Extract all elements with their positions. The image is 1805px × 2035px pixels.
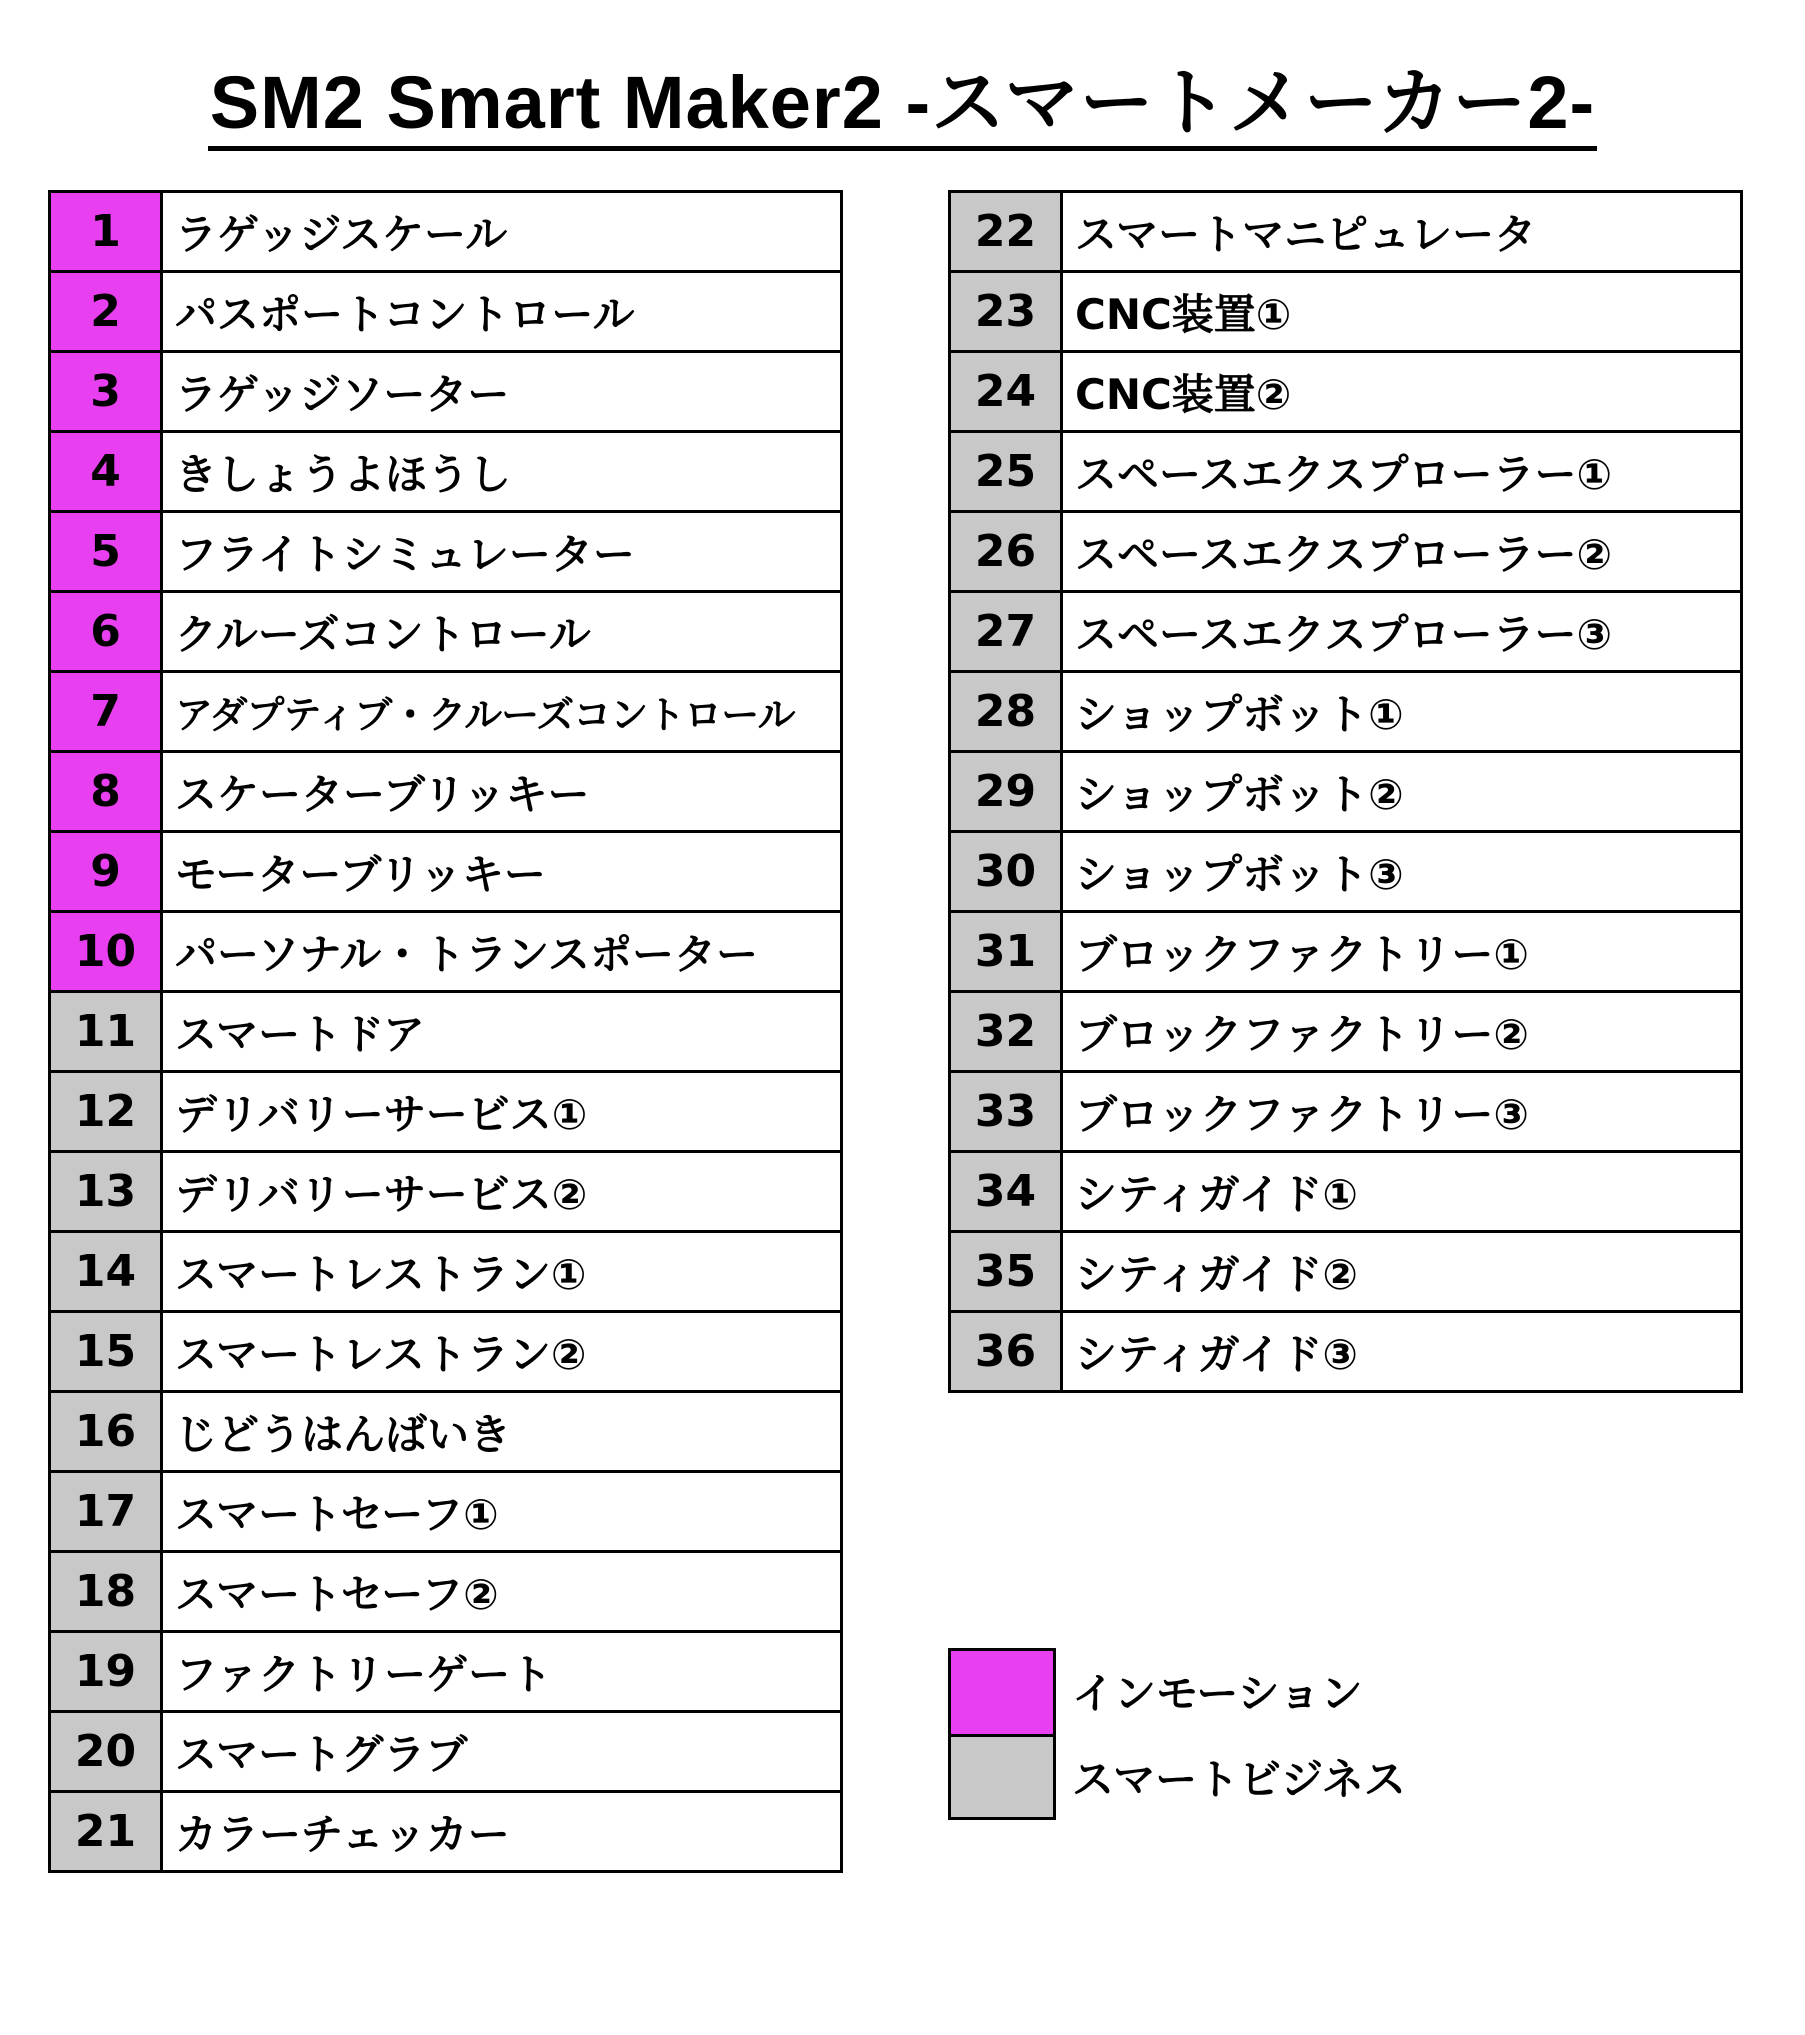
row-name: スペースエクスプローラー① xyxy=(1062,432,1742,512)
row-name: パスポートコントロール xyxy=(162,272,842,352)
row-number: 24 xyxy=(950,352,1062,432)
row-name: アダプティブ・クルーズコントロール xyxy=(162,672,842,752)
row-number: 35 xyxy=(950,1232,1062,1312)
row-number: 17 xyxy=(50,1472,162,1552)
table-row xyxy=(50,352,842,432)
row-number: 15 xyxy=(50,1312,162,1392)
row-number: 4 xyxy=(50,432,162,512)
row-name: スマートマニピュレータ xyxy=(1062,192,1742,272)
row-name: きしょうよほうし xyxy=(162,432,842,512)
table-row xyxy=(50,192,842,272)
row-number: 25 xyxy=(950,432,1062,512)
row-name: デリバリーサービス② xyxy=(162,1152,842,1232)
table-row xyxy=(50,1472,842,1552)
table-row xyxy=(950,1312,1742,1392)
row-name: クルーズコントロール xyxy=(162,592,842,672)
table-row xyxy=(950,672,1742,752)
table-row xyxy=(950,832,1742,912)
legend-inmotion-label: インモーション xyxy=(1072,1669,1363,1718)
table-row xyxy=(50,1792,842,1872)
left-table xyxy=(48,190,843,1873)
row-number: 16 xyxy=(50,1392,162,1472)
table-row xyxy=(50,832,842,912)
row-name: スマートセーフ② xyxy=(162,1552,842,1632)
row-name: カラーチェッカー xyxy=(162,1792,842,1872)
row-name: ショップボット③ xyxy=(1062,832,1742,912)
row-number: 27 xyxy=(950,592,1062,672)
table-row xyxy=(950,1152,1742,1232)
legend-inmotion-swatch xyxy=(948,1648,1056,1734)
right-table xyxy=(948,190,1743,1393)
row-number: 23 xyxy=(950,272,1062,352)
row-number: 8 xyxy=(50,752,162,832)
row-name: スペースエクスプローラー③ xyxy=(1062,592,1742,672)
row-number: 19 xyxy=(50,1632,162,1712)
row-name: ブロックファクトリー② xyxy=(1062,992,1742,1072)
row-name: デリバリーサービス① xyxy=(162,1072,842,1152)
row-number: 11 xyxy=(50,992,162,1072)
row-number: 26 xyxy=(950,512,1062,592)
table-row xyxy=(950,192,1742,272)
row-number: 30 xyxy=(950,832,1062,912)
table-row xyxy=(50,992,842,1072)
row-name: ショップボット① xyxy=(1062,672,1742,752)
table-row xyxy=(950,512,1742,592)
row-number: 36 xyxy=(950,1312,1062,1392)
row-number: 2 xyxy=(50,272,162,352)
row-name: ショップボット② xyxy=(1062,752,1742,832)
row-number: 7 xyxy=(50,672,162,752)
row-number: 21 xyxy=(50,1792,162,1872)
table-row xyxy=(50,592,842,672)
legend xyxy=(948,1648,1406,1820)
table-row xyxy=(50,672,842,752)
row-number: 1 xyxy=(50,192,162,272)
row-number: 13 xyxy=(50,1152,162,1232)
table-row xyxy=(50,1632,842,1712)
row-number: 31 xyxy=(950,912,1062,992)
legend-smart-business-swatch xyxy=(948,1734,1056,1820)
table-row xyxy=(50,1552,842,1632)
row-name: スマートドア xyxy=(162,992,842,1072)
row-number: 14 xyxy=(50,1232,162,1312)
row-name: スマートレストラン② xyxy=(162,1312,842,1392)
row-number: 20 xyxy=(50,1712,162,1792)
row-name: スケーターブリッキー xyxy=(162,752,842,832)
row-number: 6 xyxy=(50,592,162,672)
legend-inmotion xyxy=(948,1648,1406,1734)
table-row xyxy=(950,912,1742,992)
row-name: シティガイド② xyxy=(1062,1232,1742,1312)
row-name: フライトシミュレーター xyxy=(162,512,842,592)
row-name: ラゲッジスケール xyxy=(162,192,842,272)
row-name: ブロックファクトリー① xyxy=(1062,912,1742,992)
row-number: 18 xyxy=(50,1552,162,1632)
row-number: 5 xyxy=(50,512,162,592)
table-row xyxy=(50,1232,842,1312)
row-number: 29 xyxy=(950,752,1062,832)
row-number: 12 xyxy=(50,1072,162,1152)
table-row xyxy=(50,1152,842,1232)
table-row xyxy=(50,272,842,352)
row-number: 33 xyxy=(950,1072,1062,1152)
table-row xyxy=(950,432,1742,512)
row-name: シティガイド① xyxy=(1062,1152,1742,1232)
table-row xyxy=(50,432,842,512)
table-row xyxy=(50,912,842,992)
row-name: スマートグラブ xyxy=(162,1712,842,1792)
table-row xyxy=(950,1072,1742,1152)
table-row xyxy=(50,1712,842,1792)
table-row xyxy=(50,1312,842,1392)
row-name: パーソナル・トランスポーター xyxy=(162,912,842,992)
row-name: スマートセーフ① xyxy=(162,1472,842,1552)
row-name: CNC装置① xyxy=(1062,272,1742,352)
table-row xyxy=(950,272,1742,352)
table-row xyxy=(950,752,1742,832)
row-number: 32 xyxy=(950,992,1062,1072)
row-name: シティガイド③ xyxy=(1062,1312,1742,1392)
row-number: 10 xyxy=(50,912,162,992)
row-name: スマートレストラン① xyxy=(162,1232,842,1312)
row-name: じどうはんばいき xyxy=(162,1392,842,1472)
row-name: スペースエクスプローラー② xyxy=(1062,512,1742,592)
table-row xyxy=(50,1392,842,1472)
row-name: ファクトリーゲート xyxy=(162,1632,842,1712)
table-row xyxy=(950,352,1742,432)
table-row xyxy=(950,592,1742,672)
table-row xyxy=(950,1232,1742,1312)
row-number: 22 xyxy=(950,192,1062,272)
row-number: 3 xyxy=(50,352,162,432)
row-number: 9 xyxy=(50,832,162,912)
legend-smart-business xyxy=(948,1734,1406,1820)
row-name: モーターブリッキー xyxy=(162,832,842,912)
table-row xyxy=(50,1072,842,1152)
page-title: SM2 Smart Maker2 -スマートメーカー2- xyxy=(0,58,1805,148)
table-row xyxy=(50,752,842,832)
legend-smart-business-label: スマートビジネス xyxy=(1072,1755,1406,1804)
row-name: CNC装置② xyxy=(1062,352,1742,432)
row-name: ブロックファクトリー③ xyxy=(1062,1072,1742,1152)
table-row xyxy=(950,992,1742,1072)
table-row xyxy=(50,512,842,592)
row-number: 28 xyxy=(950,672,1062,752)
row-name: ラゲッジソーター xyxy=(162,352,842,432)
row-number: 34 xyxy=(950,1152,1062,1232)
